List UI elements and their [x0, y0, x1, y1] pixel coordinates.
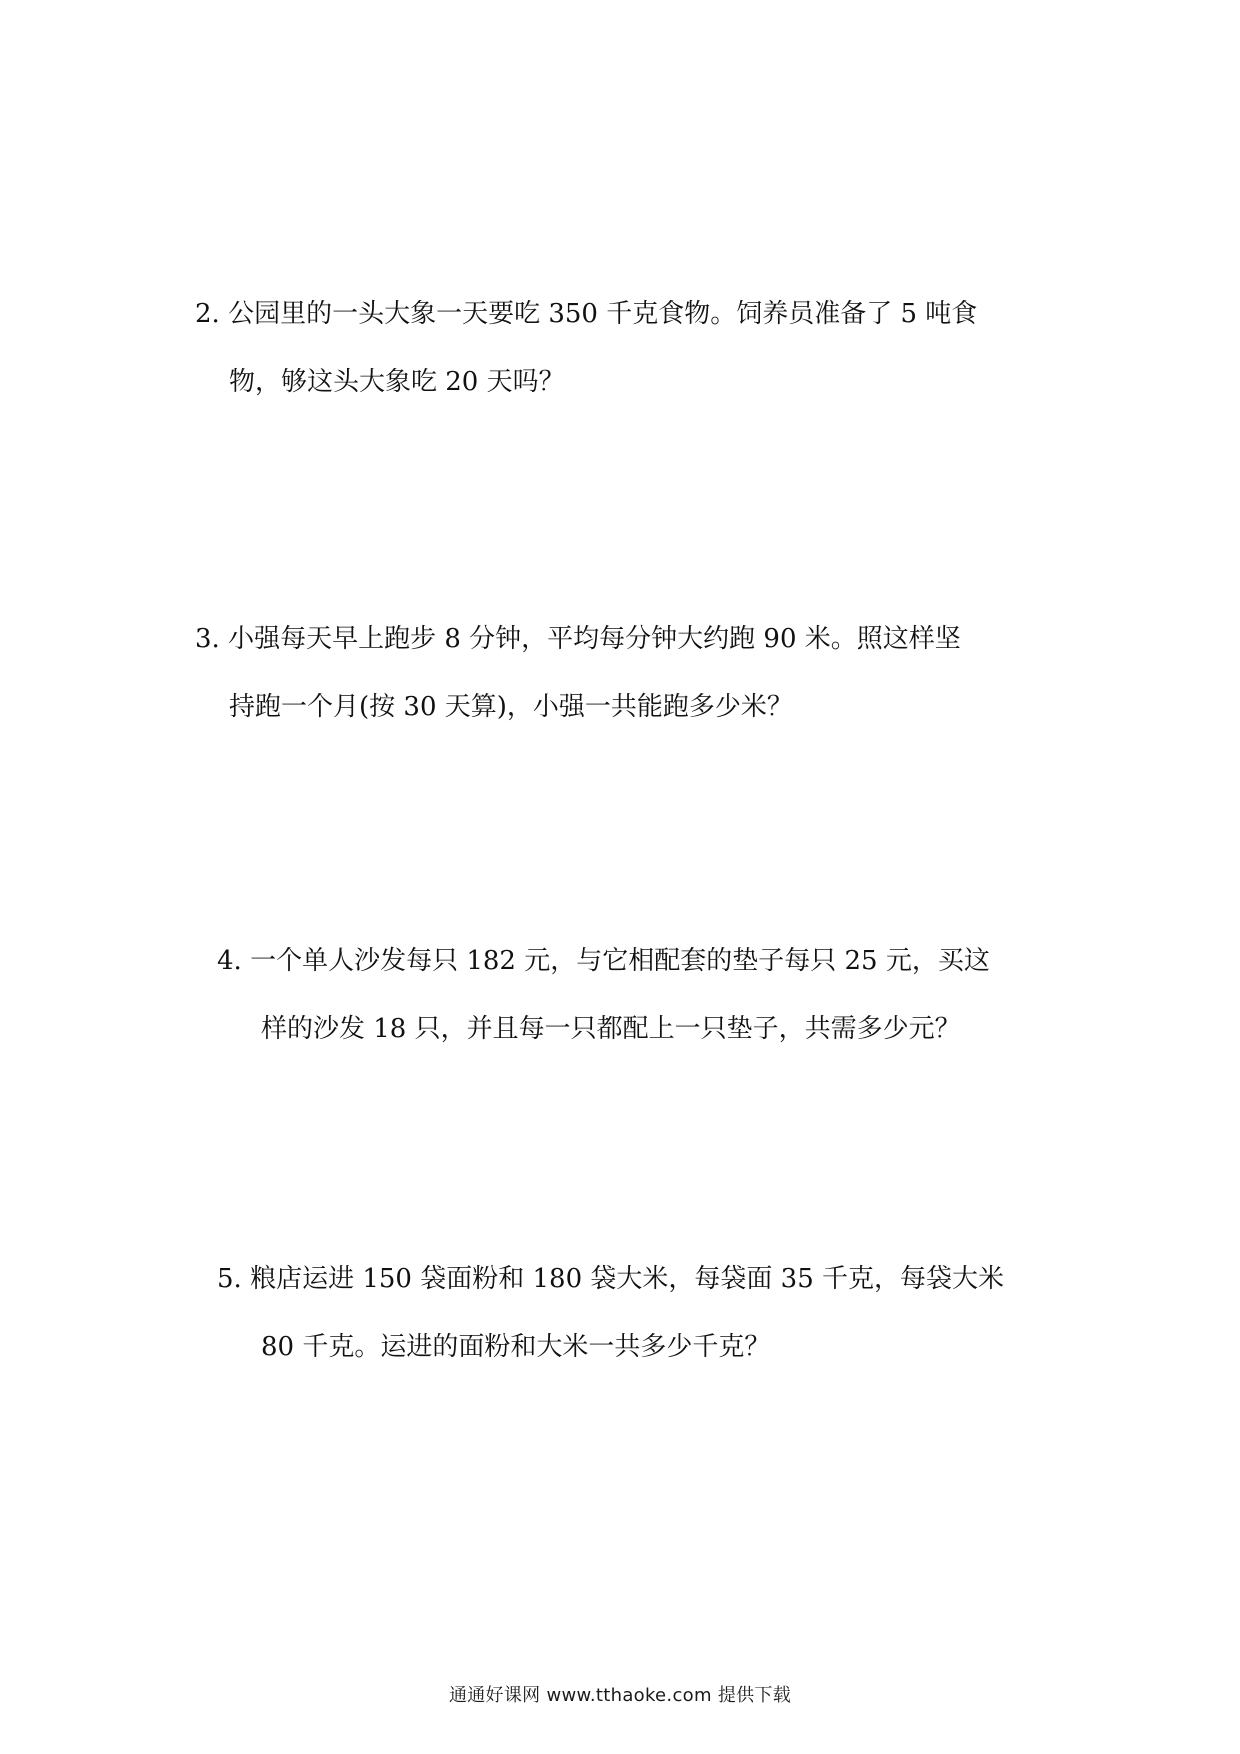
problem-3-number: 3. — [195, 624, 220, 654]
problem-5-line-2: 80 千克。运进的面粉和大米一共多少千克？ — [261, 1332, 771, 1362]
problem-3 — [195, 620, 1075, 726]
problem-5-number: 5. — [217, 1264, 242, 1294]
problem-3-line-1 — [195, 620, 1075, 658]
problem-4-text-1: 一个单人沙发每只 182 元，与它相配套的垫子每只 25 元，买这 — [250, 946, 990, 976]
problem-2-line-1 — [195, 295, 1075, 333]
problem-4 — [195, 942, 1075, 1048]
problem-2-text-1: 公园里的一头大象一天要吃 350 千克食物。饲养员准备了 5 吨食 — [228, 299, 978, 329]
problem-5-line-1 — [195, 1260, 1075, 1298]
problem-2-number: 2. — [195, 299, 220, 329]
page-footer: 通通好课网 www.tthaoke.com 提供下载 — [448, 1685, 792, 1706]
problem-4-number: 4. — [217, 946, 242, 976]
problem-4-line-1 — [195, 942, 1075, 980]
problem-5 — [195, 1260, 1075, 1366]
problem-3-text-1: 小强每天早上跑步 8 分钟，平均每分钟大约跑 90 米。照这样坚 — [228, 624, 961, 654]
problem-5-text-1: 粮店运进 150 袋面粉和 180 袋大米，每袋面 35 千克，每袋大米 — [250, 1264, 1005, 1294]
problem-2-line-2: 物，够这头大象吃 20 天吗？ — [229, 367, 565, 397]
problem-4-line-2: 样的沙发 18 只，并且每一只都配上一只垫子，共需多少元？ — [261, 1014, 961, 1044]
problem-3-line-2: 持跑一个月(按 30 天算)，小强一共能跑多少米？ — [229, 692, 793, 722]
problem-2 — [195, 295, 1075, 401]
